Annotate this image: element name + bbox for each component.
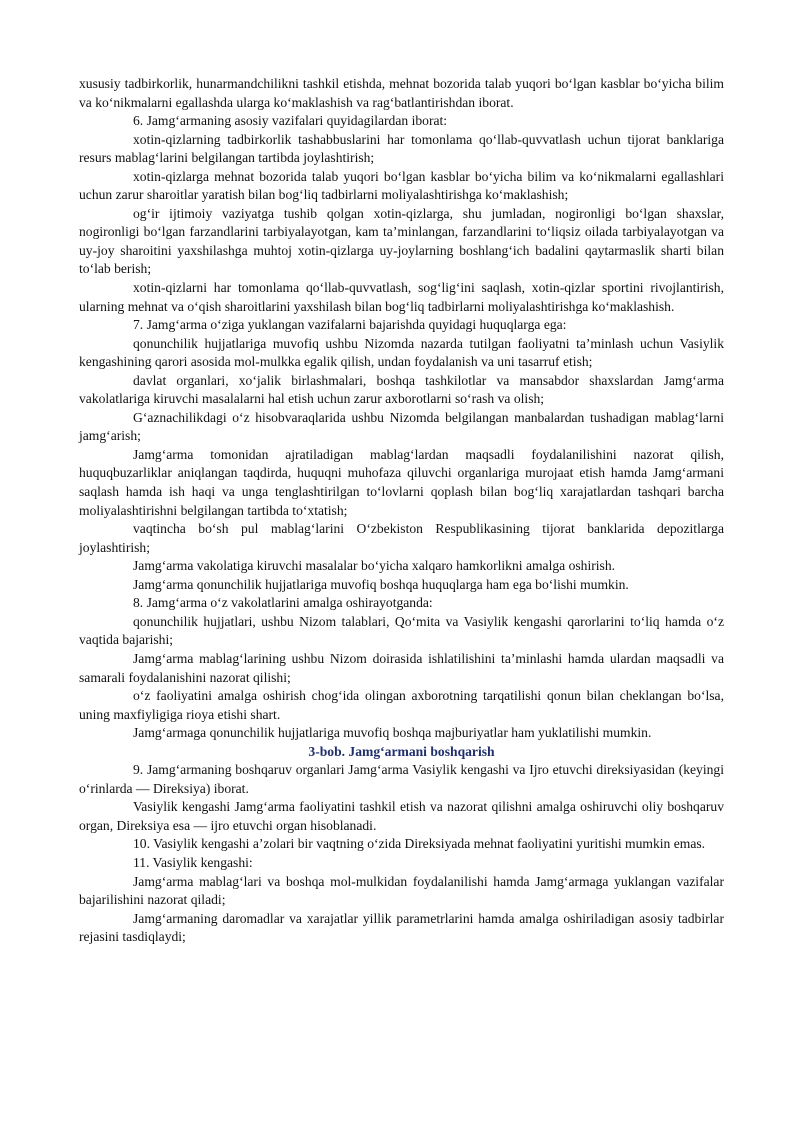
paragraph: Jamg‘arma mablag‘larining ushbu Nizom doirasida ishlatilishini ta’minlashi hamda ulardan maqsadli va samarali foydalanishini nazorat qilishi; bbox=[79, 650, 724, 685]
paragraph: 7. Jamg‘arma o‘ziga yuklangan vazifalarni bajarishda quyidagi huquqlarga ega: bbox=[133, 317, 567, 333]
paragraph: Vasiylik kengashi Jamg‘arma faoliyatini tashkil etish va nazorat qilishni amalga oshiruvchi oliy boshqaruv organ, Direksiya esa — ijro etuvchi organ hisoblanadi. bbox=[79, 799, 724, 833]
paragraph: 9. Jamg‘armaning boshqaruv organlari Jamg‘arma Vasiylik kengashi va Ijro etuvchi direksiyasidan (keyingi o‘rinlarda — Direksiya) iborat. bbox=[79, 762, 724, 796]
paragraph: xususiy tadbirkorlik, hunarmandchilikni tashkil etishda, mehnat bozorida talab yuqori bo‘lgan kasblar bo‘yicha bilim va ko‘nikmalarni egallashda ularga ko‘maklashish va rag‘batlantirishdan iborat. bbox=[79, 76, 724, 110]
paragraph: Jamg‘arma qonunchilik hujjatlariga muvofiq boshqa huquqlarga ham ega bo‘lishi mumkin. bbox=[133, 576, 629, 592]
paragraph: 6. Jamg‘armaning asosiy vazifalari quyidagilardan iborat: bbox=[133, 113, 448, 129]
paragraph: davlat organlari, xo‘jalik birlashmalari, boshqa tashkilotlar va mansabdor shaxslardan Jamg‘arma vakolatlariga kiruvchi masalalarni hal etish uchun zarur axborotlarni so‘rash va olish; bbox=[79, 372, 724, 407]
paragraph: 11. Vasiylik kengashi: bbox=[133, 854, 253, 870]
chapter-heading: 3-bob. Jamg‘armani boshqarish bbox=[308, 743, 495, 759]
paragraph: qonunchilik hujjatlariga muvofiq ushbu Nizomda nazarda tutilgan faoliyatni ta’minlash uchun Vasiylik kengashining qarori asosida mol-mulkka egalik qilish, undan foydalanish va uni tasarruf etish; bbox=[79, 335, 724, 370]
paragraph: Jamg‘arma mablag‘lari va boshqa mol-mulkidan foydalanilishi hamda Jamg‘armaga yuklangan vazifalar bajarilishini nazorat qiladi; bbox=[79, 873, 724, 908]
paragraph: o‘z faoliyatini amalga oshirish chog‘ida olingan axborotning tarqatilishi qonun bilan cheklangan bo‘lsa, uning maxfiyligiga rioya etishi shart. bbox=[79, 688, 724, 722]
paragraph: qonunchilik hujjatlari, ushbu Nizom talablari, Qo‘mita va Vasiylik kengashi qarorlarini to‘liq hamda o‘z vaqtida bajarishi; bbox=[79, 613, 724, 648]
paragraph: Jamg‘arma vakolatiga kiruvchi masalalar bo‘yicha xalqaro hamkorlikni amalga oshirish. bbox=[133, 558, 616, 574]
paragraph: Jamg‘armaning daromadlar va xarajatlar yillik parametrlarini hamda amalga oshiriladigan asosiy tadbirlar rejasini tasdiqlaydi; bbox=[79, 910, 724, 945]
paragraph: vaqtincha bo‘sh pul mablag‘larini O‘zbekiston Respublikasining tijorat banklarida depozitlarga joylashtirish; bbox=[79, 521, 724, 555]
paragraph: og‘ir ijtimoiy vaziyatga tushib qolgan xotin-qizlarga, shu jumladan, nogironligi bo‘lgan shaxslar, nogironligi bo‘lgan farzandlarini tarbiyalayotgan, kam ta’minlangan, farzandlarini to‘liqsiz oilada tarbiyalayotgan va uy-joy sharoitini yaxshilashga muhtoj xotin-qizlarga uy-joylarning boshlang‘ich badalini qaytarmaslik sharti bilan to‘lab berish; bbox=[79, 205, 724, 277]
paragraph: xotin-qizlarning tadbirkorlik tashabbuslarini har tomonlama qo‘llab-quvvatlash uchun tijorat banklariga resurs mablag‘larini belgilangan tartibda joylashtirish; bbox=[79, 131, 724, 166]
paragraph: xotin-qizlarga mehnat bozorida talab yuqori bo‘lgan kasblar bo‘yicha bilim va ko‘nikmalarni egallashlari uchun zarur sharoitlar yaratish bilan bog‘liq tadbirlarni moliyalashtirishga ko‘maklashish; bbox=[79, 168, 724, 203]
paragraph: G‘aznachilikdagi o‘z hisobvaraqlarida ushbu Nizomda belgilangan manbalardan tushadigan mablag‘larni jamg‘arish; bbox=[79, 409, 724, 444]
document-page bbox=[79, 75, 724, 947]
paragraph: Jamg‘arma tomonidan ajratiladigan mablag‘lardan maqsadli foydalanilishini nazorat qilish, huquqbuzarliklar aniqlangan taqdirda, huquqni muhofaza qiluvchi organlariga murojaat etish hamda Jamg‘armani saqlash hamda ish haqi va unga tenglashtirilgan to‘lovlarni qoplash bilan bog‘liq xarajatlardan tashqari barcha moliyalashtirishni belgilangan tartibda to‘xtatish; bbox=[79, 446, 724, 518]
paragraph: Jamg‘armaga qonunchilik hujjatlariga muvofiq boshqa majburiyatlar ham yuklatilishi mumkin. bbox=[133, 725, 652, 741]
paragraph: 10. Vasiylik kengashi a’zolari bir vaqtning o‘zida Direksiyada mehnat faoliyatini yuritishi mumkin emas. bbox=[133, 836, 706, 852]
paragraph: 8. Jamg‘arma o‘z vakolatlarini amalga oshirayotganda: bbox=[133, 595, 433, 611]
paragraph: xotin-qizlarni har tomonlama qo‘llab-quvvatlash, sog‘lig‘ini saqlash, xotin-qizlar sportini rivojlantirish, ularning mehnat va o‘qish sharoitlarini yaxshilash bilan bog‘liq tadbirlarni moliyalashtirishga ko‘maklashish. bbox=[79, 280, 724, 314]
